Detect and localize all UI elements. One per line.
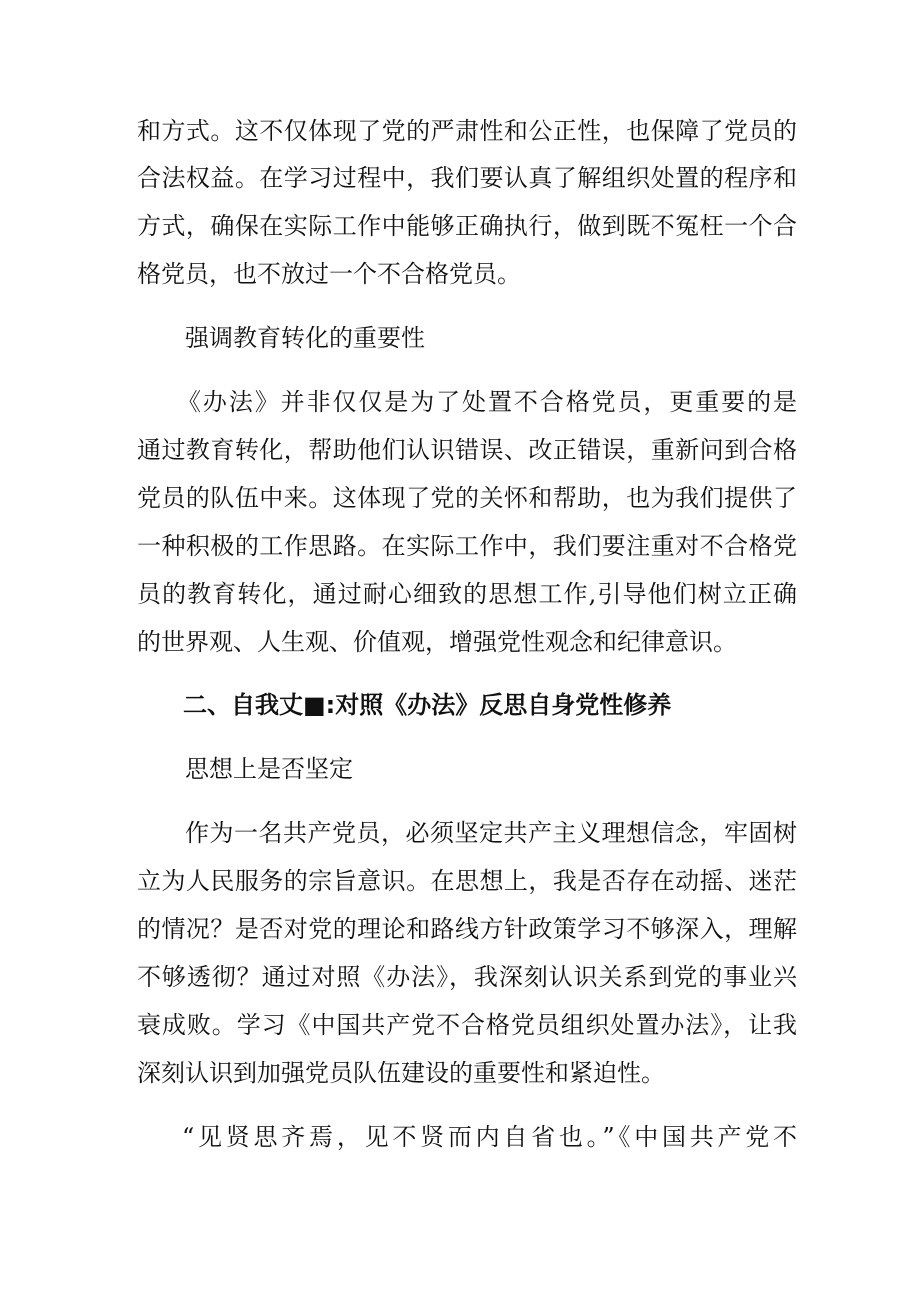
- paragraph-line: 作为一名共产党员，必须坚定共产主义理想信念，牢固树: [185, 819, 797, 847]
- paragraph-line: 深刻认识到加强党员队伍建设的重要性和紧迫性。: [137, 1059, 665, 1087]
- paragraph-line: “见贤思齐焉，见不贤而内自省也。”《中国共产党不: [182, 1123, 797, 1151]
- paragraph-line: 合法权益。在学习过程中，我们要认真了解组织处置的程序和: [137, 164, 797, 192]
- paragraph-line: 格党员，也不放过一个不合格党员。: [137, 260, 521, 288]
- section-subheading: 思想上是否坚定: [185, 755, 353, 783]
- paragraph-line: 不够透彻？通过对照《办法》，我深刻认识关系到党的事业兴: [137, 963, 797, 991]
- paragraph-line: 党员的队伍中来。这体现了党的关怀和帮助，也为我们提供了: [137, 484, 797, 512]
- paragraph-line: 的情况？是否对党的理论和路线方针政策学习不够深入，理解: [137, 915, 797, 943]
- paragraph-line: 立为人民服务的宗旨意识。在思想上，我是否存在动摇、迷茫: [137, 867, 797, 895]
- paragraph-line: 员的教育转化，通过耐心细致的思想工作,引导他们树立正确: [137, 580, 797, 608]
- paragraph-line: 的世界观、人生观、价值观，增强党性观念和纪律意识。: [137, 628, 737, 656]
- paragraph-line: 衰成败。学习《中国共产党不合格党员组织处置办法》，让我: [137, 1011, 797, 1039]
- paragraph-line: 和方式。这不仅体现了党的严肃性和公正性，也保障了党员的: [137, 117, 797, 145]
- section-subheading: 强调教育转化的重要性: [185, 324, 425, 352]
- paragraph-line: 《办法》并非仅仅是为了处置不合格党员，更重要的是: [177, 388, 797, 416]
- paragraph-line: 方式，确保在实际工作中能够正确执行，做到既不冤枉一个合: [137, 212, 797, 240]
- paragraph-line: 通过教育转化，帮助他们认识错误、改正错误，重新问到合格: [137, 436, 797, 464]
- paragraph-line: 一种积极的工作思路。在实际工作中，我们要注重对不合格党: [137, 532, 797, 560]
- section-heading: 二、自我丈■:对照《办法》反思自身党性修养: [183, 691, 672, 719]
